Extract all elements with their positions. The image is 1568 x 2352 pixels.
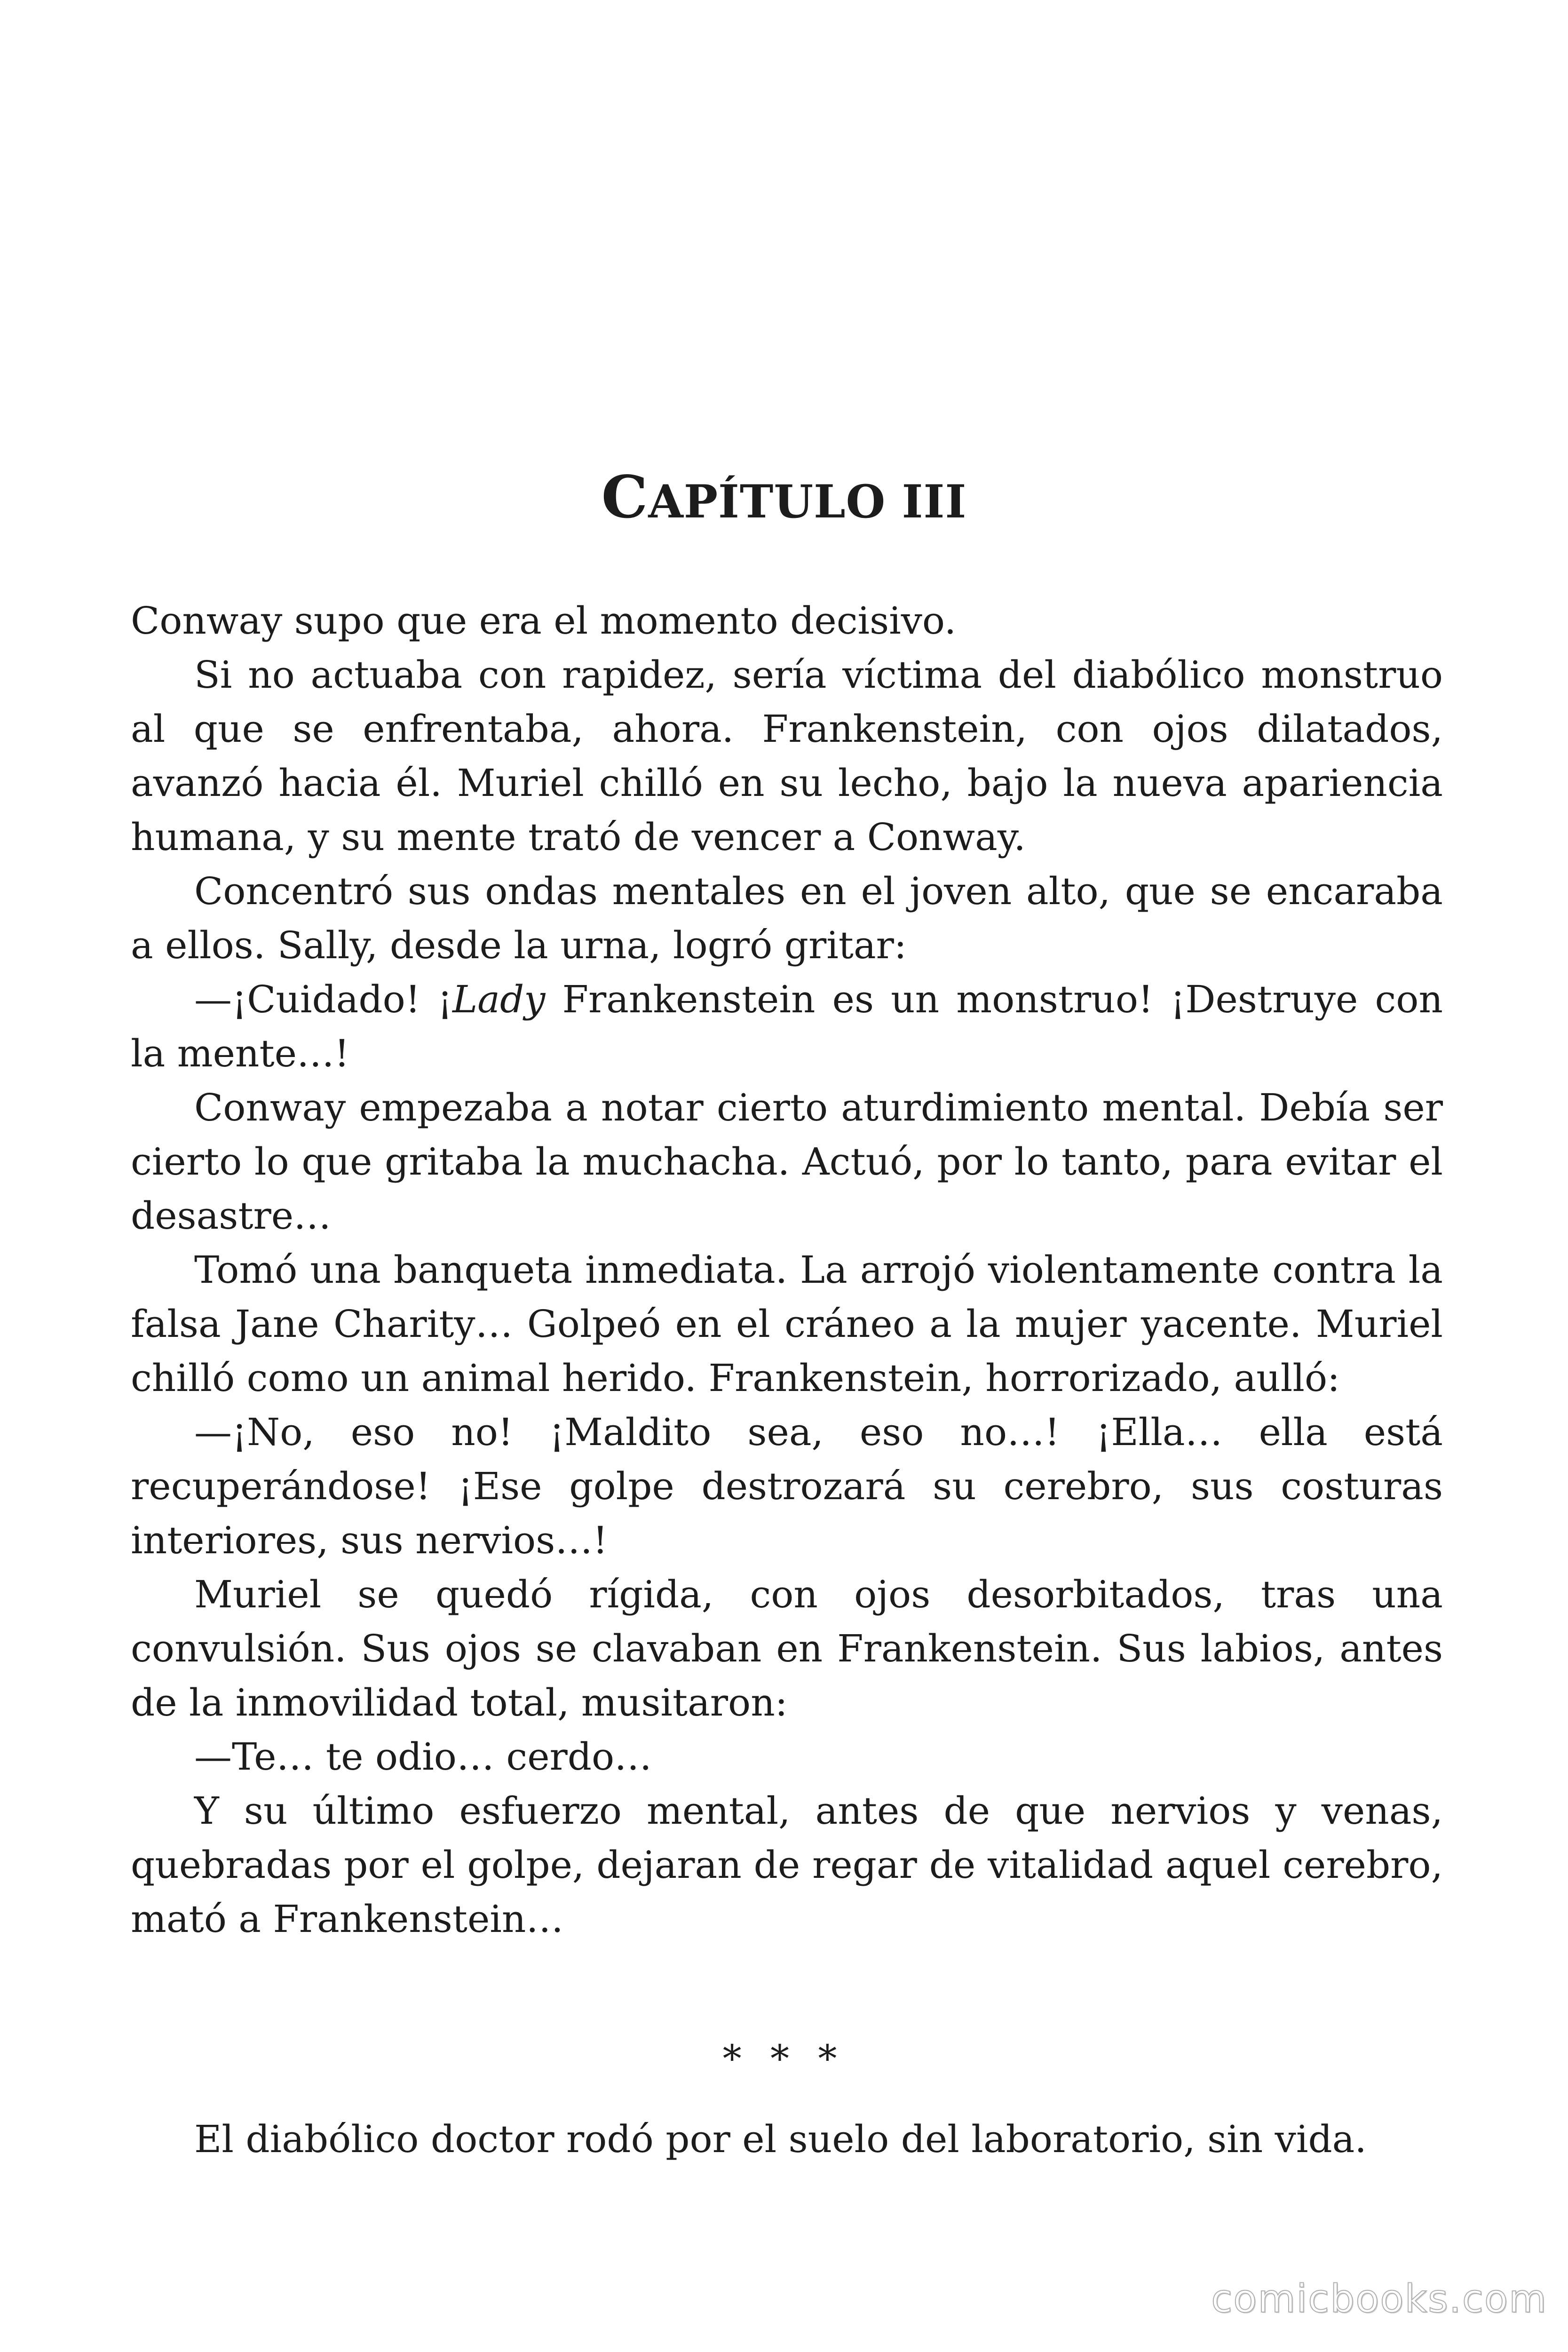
paragraph [131, 972, 1443, 1081]
paragraph-text: —¡Cuidado! ¡ [194, 977, 453, 1021]
paragraph-text: Y su último esfuerzo mental, antes de que nervios y venas, quebradas por el golpe, dejaran de regar de vitalidad aquel cerebro, mató a Frankenstein… [131, 1789, 1443, 1941]
chapter-title-rest: APÍTULO III [648, 475, 967, 528]
paragraph-italic-text: Lady [452, 977, 546, 1021]
paragraph-text: —¡No, eso no! ¡Maldito sea, eso no…! ¡Ella… ella está recuperándose! ¡Ese golpe destrozará su cerebro, sus costuras interiores, sus nervios…! [131, 1410, 1443, 1562]
paragraph [131, 594, 1443, 648]
chapter-title-initial: C [601, 463, 649, 532]
paragraph [131, 1784, 1443, 1946]
paragraph-text: Muriel se quedó rígida, con ojos desorbitados, tras una convulsión. Sus ojos se clavaban en Frankenstein. Sus labios, antes de la inmovilidad total, musitaron: [131, 1573, 1443, 1724]
paragraph [131, 648, 1443, 864]
chapter-body [131, 594, 1443, 1946]
paragraph [131, 1567, 1443, 1730]
paragraph-text: Si no actuaba con rapidez, sería víctima del diabólico monstruo al que se enfrentaba, ahora. Frankenstein, con ojos dilatados, avanzó hacia él. Muriel chilló en su lecho, bajo la nueva apariencia humana, y su mente trató de vencer a Conway. [131, 653, 1443, 859]
paragraph-text: Conway supo que era el momento decisivo. [131, 599, 957, 643]
chapter-title [0, 463, 1568, 532]
paragraph-text: Tomó una banqueta inmediata. La arrojó violentamente contra la falsa Jane Charity… Golpeó en el cráneo a la mujer yacente. Muriel chilló como un animal herido. Frankenstein, horrorizado, aulló: [131, 1248, 1443, 1400]
paragraph-text: Conway empezaba a notar cierto aturdimiento mental. Debía ser cierto lo que gritaba la muchacha. Actuó, por lo tanto, para evitar el desastre… [131, 1086, 1443, 1238]
paragraph [131, 864, 1443, 972]
paragraph [131, 1081, 1443, 1243]
paragraph [131, 1405, 1443, 1567]
paragraph-text: —Te… te odio… cerdo… [194, 1735, 652, 1779]
watermark-logo: comicbooks.com [1211, 2277, 1547, 2321]
paragraph [131, 1730, 1443, 1784]
final-paragraph: El diabólico doctor rodó por el suelo del laboratorio, sin vida. [194, 2117, 1367, 2161]
paragraph [131, 1243, 1443, 1405]
paragraph-text: Frankenstein es un monstruo! ¡Destruye con la mente…! [131, 977, 1443, 1075]
paragraph-text: Concentró sus ondas mentales en el joven alto, que se encaraba a ellos. Sally, desde la urna, logró gritar: [131, 869, 1443, 967]
section-separator: * * * [722, 2037, 846, 2081]
